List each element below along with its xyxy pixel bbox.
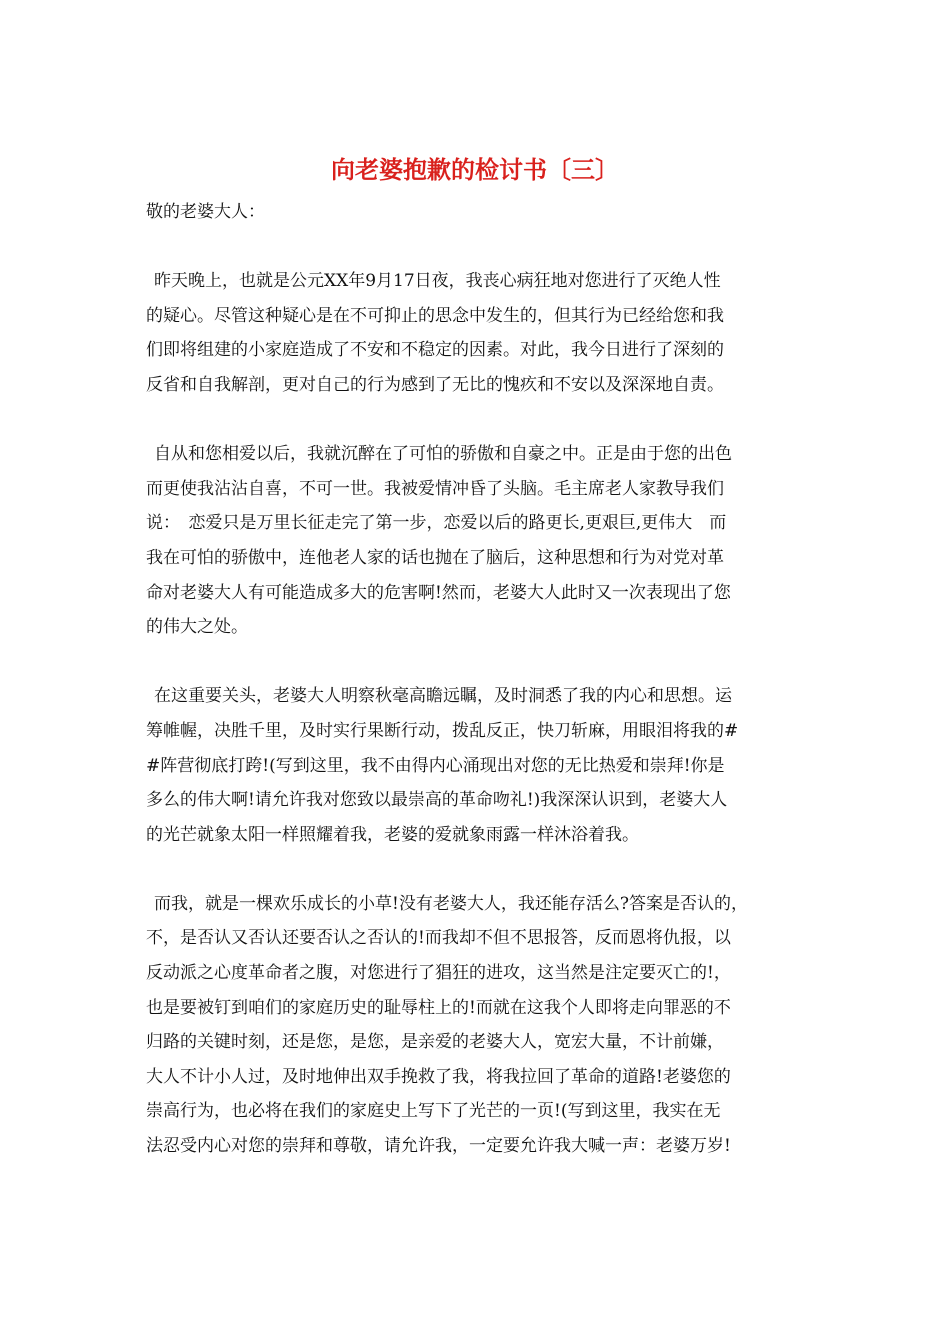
paragraph-line: 多么的伟大啊!请允许我对您致以最崇高的革命吻礼!)我深深认识到，老婆大人 <box>146 790 728 811</box>
paragraph-gap <box>146 645 811 680</box>
paragraph-line: 反动派之心度革命者之腹，对您进行了猖狂的进攻，这当然是注定要灭亡的!， <box>146 963 731 984</box>
paragraph-line: 筹帷幄，决胜千里，及时实行果断行动，拨乱反正，快刀斩麻，用眼泪将我的# <box>146 720 739 741</box>
paragraph-4 <box>146 887 811 1164</box>
paragraph-line: 大人不计小人过，及时地伸出双手挽救了我，将我拉回了革命的道路!老婆您的 <box>146 1066 731 1087</box>
paragraph-line: 反省和自我解剖，更对自己的行为感到了无比的愧疚和不安以及深深地自责。 <box>146 374 724 395</box>
paragraph-line: 归路的关键时刻，还是您，是您，是亲爱的老婆大人，宽宏大量，不计前嫌， <box>146 1032 724 1053</box>
paragraph-line: 也是要被钉到咱们的家庭历史的耻辱柱上的!而就在这我个人即将走向罪恶的不 <box>146 997 731 1018</box>
paragraph-line: 崇高行为，也必将在我们的家庭史上写下了光芒的一页!(写到这里，我实在无 <box>146 1101 721 1122</box>
paragraph-line: 昨天晚上，也就是公元XX年9月17日夜，我丧心病狂地对您进行了灭绝人性 <box>154 271 721 292</box>
paragraph-line: 在这重要关头，老婆大人明察秋毫高瞻远瞩，及时洞悉了我的内心和思想。运 <box>154 686 732 707</box>
paragraph-line: 的光芒就象太阳一样照耀着我，老婆的爱就象雨露一样沐浴着我。 <box>146 824 639 845</box>
paragraph-line: 法忍受内心对您的崇拜和尊敬，请允许我，一定要允许我大喊一声：老婆万岁! <box>146 1136 731 1157</box>
paragraph-2 <box>146 437 811 645</box>
paragraph-line: 而更使我沾沾自喜，不可一世。我被爱情冲昏了头脑。毛主席老人家教导我们 <box>146 478 724 499</box>
salutation: 敬的老婆大人： <box>146 202 265 222</box>
paragraph-3 <box>146 679 811 852</box>
paragraph-line: 不，是否认又否认还要否认之否认的!而我却不但不思报答，反而恩将仇报，以 <box>146 928 731 949</box>
paragraph-line: 我在可怕的骄傲中，连他老人家的话也抛在了脑后，这种思想和行为对党对革 <box>146 547 724 568</box>
paragraph-line: 的疑心。尽管这种疑心是在不可抑止的思念中发生的，但其行为已经给您和我 <box>146 305 724 326</box>
paragraph-line: 而我，就是一棵欢乐成长的小草!没有老婆大人，我还能存活么?答案是否认的， <box>154 893 748 914</box>
paragraph-line: 命对老婆大人有可能造成多大的危害啊!然而，老婆大人此时又一次表现出了您 <box>146 582 731 603</box>
paragraph-line: 的伟大之处。 <box>146 617 248 638</box>
paragraph-1 <box>146 264 811 402</box>
paragraph-gap <box>146 230 811 265</box>
paragraph-gap <box>146 403 811 438</box>
paragraph-line: #阵营彻底打跨!(写到这里，我不由得内心涌现出对您的无比热爱和崇拜!你是 <box>146 755 725 776</box>
paragraph-gap <box>146 852 811 887</box>
document-body <box>146 195 811 1164</box>
paragraph-line: 们即将组建的小家庭造成了不安和不稳定的因素。对此，我今日进行了深刻的 <box>146 340 724 361</box>
document-title: 向老婆抱歉的检讨书〔三〕 <box>331 155 619 184</box>
paragraph-line: 说： 恋爱只是万里长征走完了第一步，恋爱以后的路更长,更艰巨,更伟大 而 <box>146 513 727 534</box>
paragraph-line: 自从和您相爱以后，我就沉醉在了可怕的骄傲和自豪之中。正是由于您的出色 <box>154 444 732 465</box>
